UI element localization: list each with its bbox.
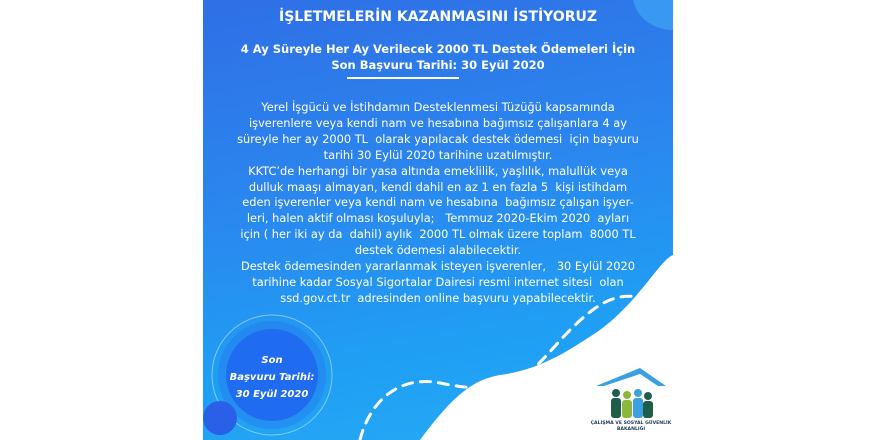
decorative-dot: [203, 401, 237, 435]
body-line: süreyle her ay 2000 TL olarak yapılacak destek ödemesi için başvuru: [237, 131, 639, 146]
body-line: Yerel İşgücü ve İstihdamın Desteklenmesi Tüzüğü kapsamında: [261, 100, 615, 114]
body-line: leri, halen aktif olması koşuluyla; Temmuz 2020-Ekim 2020 ayları: [246, 211, 630, 226]
circle-line: 30 Eyül 2020: [235, 389, 309, 400]
body-line: tarihi 30 Eylül 2020 tarihine uzatılmıştır.: [323, 147, 553, 162]
body-line: dulluk maaşı almayan, kendi dahil en az 1 en fazla 5 kişi istihdam: [248, 179, 628, 194]
body-line: KKTC’de herhangi bir yasa altında emeklilik, yaşlılık, malullük veya: [248, 163, 628, 178]
poster-title: İŞLETMELERİN KAZANMASINI İSTİYORUZ: [278, 9, 598, 25]
body-line: işverenlere veya kendi nam ve hesabına bağımsız çalışanlara 4 ay: [248, 115, 628, 130]
body-line: tarihine kadar Sosyal Sigortalar Dairesi resmi internet sitesi olan: [252, 274, 624, 289]
body-line: ssd.gov.ct.tr adresinden online başvuru yapabilecektir.: [280, 290, 596, 305]
ministry-logo-text: [588, 421, 674, 433]
subtitle-line: 4 Ay Süreyle Her Ay Verilecek 2000 TL Destek Ödemeleri İçin: [240, 42, 636, 56]
body-line: Destek ödemesinden yararlanmak isteyen işverenler, 30 Eylül 2020: [240, 259, 636, 274]
logo-text-line: BAKANLIĞI: [616, 427, 646, 432]
body-line: eden işverenler veya kendi nam ve hesabına bağımsız çalışan işyer-: [242, 195, 634, 210]
subtitle-line: Son Başvuru Tarihi: 30 Eyül 2020: [331, 58, 545, 72]
circle-line: Son: [261, 355, 283, 366]
circle-line: Başvuru Tarihi:: [229, 372, 315, 383]
body-line: için ( her iki ay da dahil) aylık 2000 TL olmak üzere toplam 8000 TL: [240, 227, 636, 242]
logo-text-line: ÇALIŞMA VE SOSYAL GÜVENLİK: [590, 421, 672, 426]
body-line: destek ödemesi alabilecektir.: [354, 243, 522, 258]
deadline-circle-text: [217, 352, 327, 403]
